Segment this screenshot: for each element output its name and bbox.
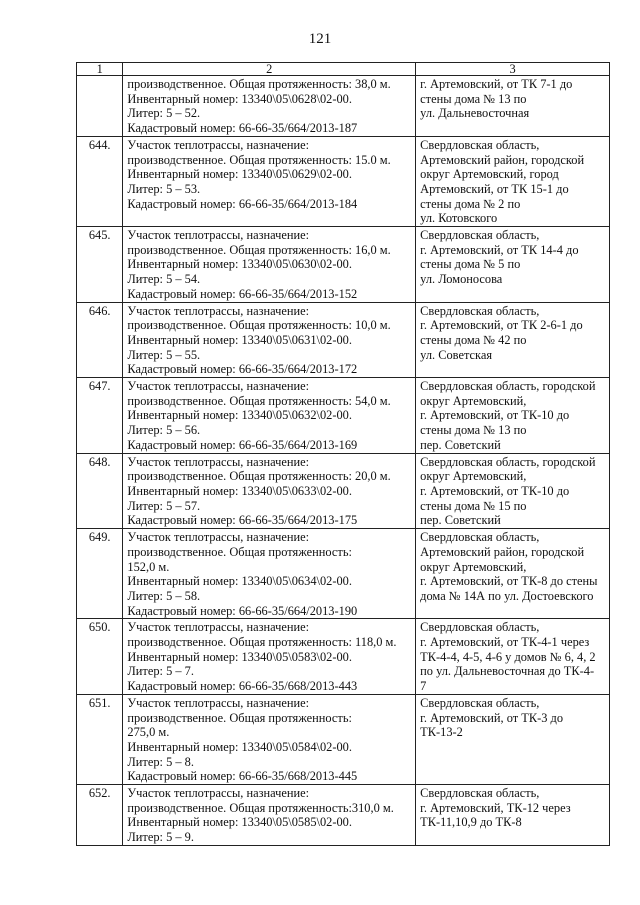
table-row <box>77 227 610 303</box>
header-col-3: 3 <box>416 63 610 76</box>
row-number-cell: 652. <box>77 785 123 846</box>
header-col-1: 1 <box>77 63 123 76</box>
object-description-cell: Участок теплотрассы, назначение: производственное. Общая протяженность: 152,0 м. Инвентарный номер: 13340\05\0634\02-00. Литер: 5 – 58. Кадастровый номер: 66-66-35/664/2013-190 <box>123 529 416 619</box>
object-description-cell: Участок теплотрассы, назначение: производственное. Общая протяженность: 10,0 м. Инвентарный номер: 13340\05\0631\02-00. Литер: 5 – 55. Кадастровый номер: 66-66-35/664/2013-172 <box>123 302 416 378</box>
row-number-cell: 644. <box>77 136 123 226</box>
registry-table <box>76 62 610 846</box>
location-cell: Свердловская область, Артемовский район, городской округ Артемовский, г. Артемовский, от ТК-8 до стены дома № 14А по ул. Достоевского <box>416 529 610 619</box>
object-description-cell: Участок теплотрассы, назначение: производственное. Общая протяженность: 15.0 м. Инвентарный номер: 13340\05\0629\02-00. Литер: 5 – 53. Кадастровый номер: 66-66-35/664/2013-184 <box>123 136 416 226</box>
location-cell: Свердловская область, городской округ Артемовский, г. Артемовский, от ТК-10 до стены дома № 13 по пер. Советский <box>416 378 610 454</box>
row-number-cell: 647. <box>77 378 123 454</box>
location-cell: г. Артемовский, от ТК 7-1 до стены дома № 13 по ул. Дальневосточная <box>416 76 610 137</box>
object-description-cell: Участок теплотрассы, назначение: производственное. Общая протяженность: 54,0 м. Инвентарный номер: 13340\05\0632\02-00. Литер: 5 – 56. Кадастровый номер: 66-66-35/664/2013-169 <box>123 378 416 454</box>
location-cell: Свердловская область, г. Артемовский, от ТК 2-6-1 до стены дома № 42 по ул. Советская <box>416 302 610 378</box>
location-cell: Свердловская область, г. Артемовский, от ТК-3 до ТК-13-2 <box>416 694 610 784</box>
table-row <box>77 302 610 378</box>
location-cell: Свердловская область, городской округ Артемовский, г. Артемовский, от ТК-10 до стены дома № 15 по пер. Советский <box>416 453 610 529</box>
location-cell: Свердловская область, г. Артемовский, от ТК 14-4 до стены дома № 5 по ул. Ломоносова <box>416 227 610 303</box>
location-cell: Свердловская область, Артемовский район, городской округ Артемовский, город Артемовский, от ТК 15-1 до стены дома № 2 по ул. Котовского <box>416 136 610 226</box>
object-description-cell: Участок теплотрассы, назначение: производственное. Общая протяженность:310,0 м. Инвентарный номер: 13340\05\0585\02-00. Литер: 5 – 9. <box>123 785 416 846</box>
row-number-cell: 648. <box>77 453 123 529</box>
header-row <box>77 63 610 76</box>
object-description-cell: Участок теплотрассы, назначение: производственное. Общая протяженность: 275,0 м. Инвентарный номер: 13340\05\0584\02-00. Литер: 5 – 8. Кадастровый номер: 66-66-35/668/2013-445 <box>123 694 416 784</box>
row-number-cell: 650. <box>77 619 123 695</box>
table-row <box>77 76 610 137</box>
table-row <box>77 785 610 846</box>
table-row <box>77 136 610 226</box>
table-row <box>77 529 610 619</box>
registry-table-body <box>77 63 610 846</box>
row-number-cell: 651. <box>77 694 123 784</box>
table-row <box>77 694 610 784</box>
row-number-cell: 649. <box>77 529 123 619</box>
location-cell: Свердловская область, г. Артемовский, от ТК-4-1 через ТК-4-4, 4-5, 4-6 у домов № 6, 4, 2 по ул. Дальневосточная до ТК-4- 7 <box>416 619 610 695</box>
table-row <box>77 619 610 695</box>
object-description-cell: Участок теплотрассы, назначение: производственное. Общая протяженность: 20,0 м. Инвентарный номер: 13340\05\0633\02-00. Литер: 5 – 57. Кадастровый номер: 66-66-35/664/2013-175 <box>123 453 416 529</box>
header-col-2: 2 <box>123 63 416 76</box>
object-description-cell: Участок теплотрассы, назначение: производственное. Общая протяженность: 16,0 м. Инвентарный номер: 13340\05\0630\02-00. Литер: 5 – 54. Кадастровый номер: 66-66-35/664/2013-152 <box>123 227 416 303</box>
object-description-cell: Участок теплотрассы, назначение: производственное. Общая протяженность: 118,0 м. Инвентарный номер: 13340\05\0583\02-00. Литер: 5 – 7. Кадастровый номер: 66-66-35/668/2013-443 <box>123 619 416 695</box>
table-row <box>77 378 610 454</box>
row-number-cell <box>77 76 123 137</box>
table-row <box>77 453 610 529</box>
row-number-cell: 646. <box>77 302 123 378</box>
row-number-cell: 645. <box>77 227 123 303</box>
page-number: 121 <box>308 31 332 47</box>
object-description-cell: производственное. Общая протяженность: 38,0 м. Инвентарный номер: 13340\05\0628\02-00. Литер: 5 – 52. Кадастровый номер: 66-66-35/664/2013-187 <box>123 76 416 137</box>
location-cell: Свердловская область, г. Артемовский, ТК-12 через ТК-11,10,9 до ТК-8 <box>416 785 610 846</box>
